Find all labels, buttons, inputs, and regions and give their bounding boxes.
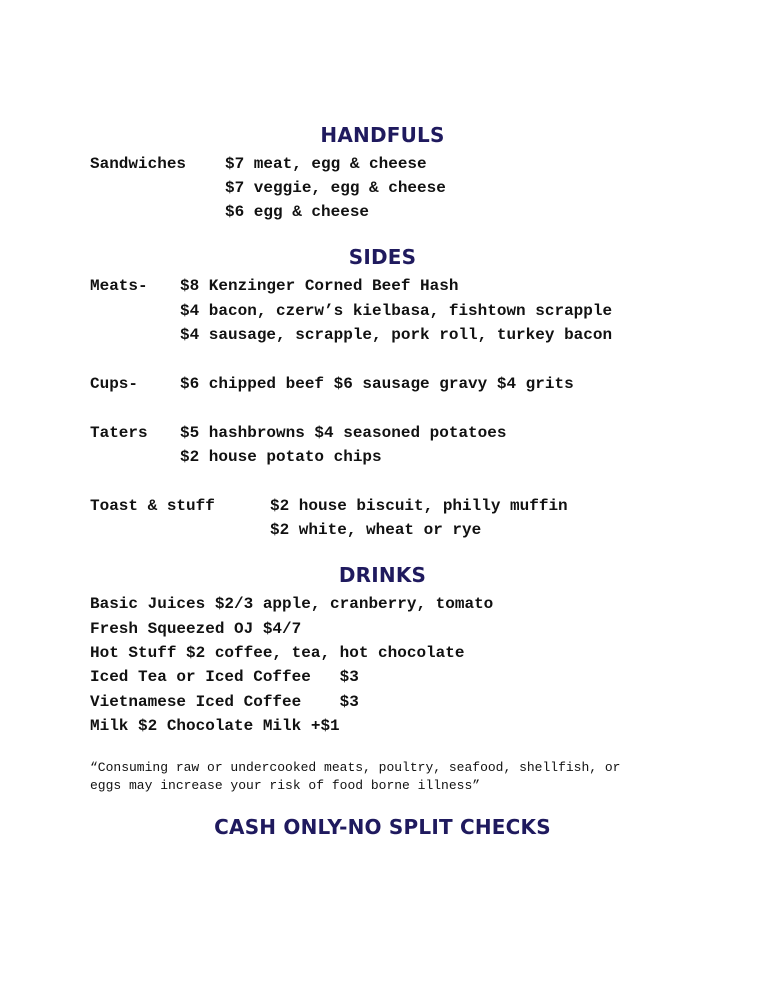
meats-item: $4 bacon, czerw’s kielbasa, fishtown scrapple: [180, 302, 613, 320]
drink-item: Basic Juices $2/3 apple, cranberry, tomato: [90, 595, 494, 613]
cups-label: Cups-: [90, 375, 139, 393]
taters-item: $5 hashbrowns $4 seasoned potatoes: [180, 424, 507, 442]
drink-item: Hot Stuff $2 coffee, tea, hot chocolate: [90, 644, 465, 662]
drink-item: Milk $2 Chocolate Milk +$1: [90, 717, 340, 735]
drink-item: Vietnamese Iced Coffee $3: [90, 693, 359, 711]
cups-items: $6 chipped beef $6 sausage gravy $4 grits: [180, 375, 574, 393]
sides-heading: SIDES: [348, 245, 417, 269]
disclaimer-line: “Consuming raw or undercooked meats, poultry, seafood, shellfish, or: [90, 760, 621, 775]
taters-label: Taters: [90, 424, 148, 442]
meats-item: $4 sausage, scrapple, pork roll, turkey bacon: [180, 326, 613, 344]
taters-item: $2 house potato chips: [180, 448, 382, 466]
toast-item: $2 house biscuit, philly muffin: [270, 497, 568, 515]
sandwich-item: $7 veggie, egg & cheese: [225, 179, 446, 197]
disclaimer-line: eggs may increase your risk of food borne illness”: [90, 778, 481, 793]
toast-item: $2 white, wheat or rye: [270, 521, 482, 539]
meats-label: Meats-: [90, 277, 148, 295]
sandwich-item: $6 egg & cheese: [225, 203, 370, 221]
drink-item: Fresh Squeezed OJ $4/7: [90, 620, 302, 638]
drink-item: Iced Tea or Iced Coffee $3: [90, 668, 359, 686]
meats-item: $8 Kenzinger Corned Beef Hash: [180, 277, 459, 295]
handfuls-heading: HANDFULS: [320, 123, 445, 147]
cash-only-notice: CASH ONLY-NO SPLIT CHECKS: [214, 815, 551, 839]
sandwich-item: $7 meat, egg & cheese: [225, 155, 427, 173]
sandwiches-label: Sandwiches: [90, 155, 187, 173]
toast-label: Toast & stuff: [90, 497, 215, 515]
drinks-heading: DRINKS: [338, 563, 427, 587]
